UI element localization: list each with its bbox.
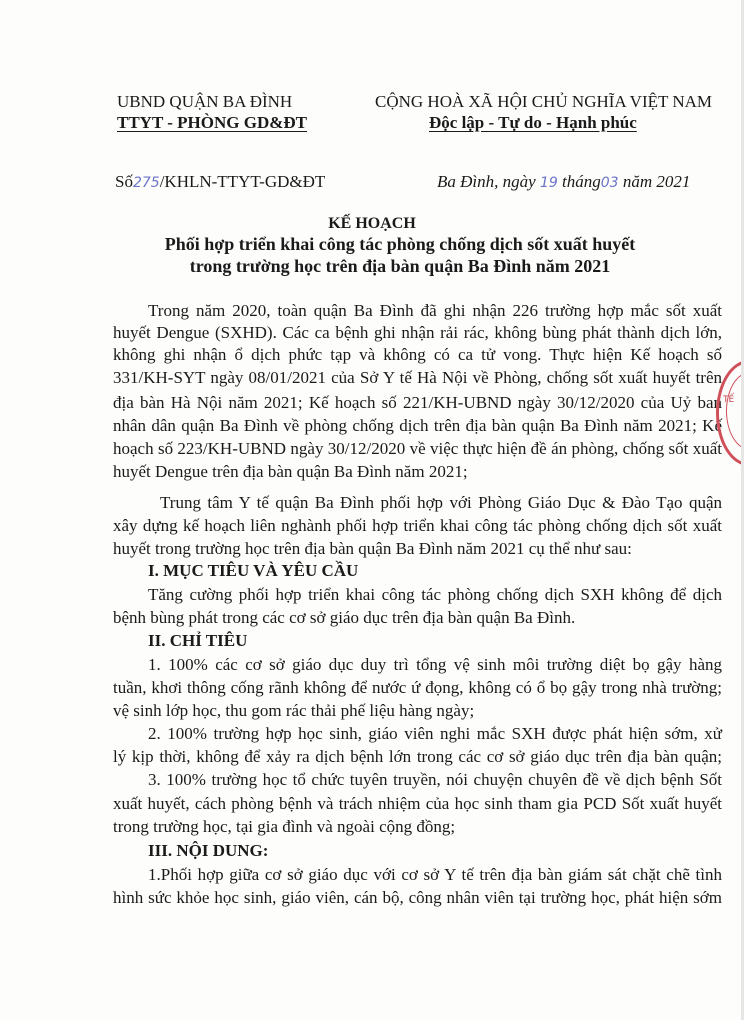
department-name (117, 113, 307, 133)
paragraph-line: Tăng cường phối hợp triển khai công tác phòng chống dịch SXH không để dịch (148, 585, 722, 604)
date-year: năm 2021 (622, 172, 691, 191)
section-heading-targets: II. CHỈ TIÊU (148, 631, 248, 650)
document-number (115, 172, 325, 192)
paragraph-line: Trong năm 2020, toàn quận Ba Đình đã ghi nhận 226 trường hợp mắc sốt xuất (148, 301, 722, 320)
document-number-suffix: /KHLN-TTYT-GD&ĐT (159, 172, 326, 191)
paragraph-line: tuần, khơi thông cống rãnh không để nước ứ đọng, không có ổ bọ gậy trong nhà trường; (113, 678, 722, 697)
paragraph-line: 3. 100% trường học tổ chức tuyên truyền, nói chuyện chuyên đề về dịch bệnh Sốt (148, 770, 722, 789)
agency-name: UBND QUẬN BA ĐÌNH (117, 92, 293, 111)
paragraph-line: nhân dân quận Ba Đình về phòng chống dịch trên địa bàn quận Ba Đình năm 2021; Kế (113, 416, 722, 435)
paragraph-line: lý kịp thời, không để xảy ra dịch bệnh lớn trong các cơ sở giáo dục trên địa bàn quận; (113, 747, 722, 766)
paragraph-line: huyết Dengue trên địa bàn quận Ba Đình năm 2021; (113, 462, 468, 481)
paragraph-line: không ghi nhận ổ dịch phức tạp và không có ca tử vong. Thực hiện Kế hoạch số (113, 345, 722, 364)
paragraph-line: 331/KH-SYT ngày 08/01/2021 của Sở Y tế Hà Nội về Phòng, chống sốt xuất huyết trên (113, 368, 722, 387)
date-day: 19 (539, 175, 558, 191)
national-title: CỘNG HOÀ XÃ HỘI CHỦ NGHĨA VIỆT NAM (375, 92, 713, 111)
section-heading-content: III. NỘI DUNG: (148, 841, 269, 860)
paragraph-line: xây dựng kế hoạch liên nghành phối hợp triển khai công tác phòng chống dịch sốt xuất (113, 516, 722, 535)
paragraph-line: hình sức khỏe học sinh, giáo viên, cán bộ, công nhân viên tại trường học, phát hiện sớm (113, 888, 722, 907)
paragraph-line: địa bàn Hà Nội năm 2021; Kế hoạch số 221/KH-UBND ngày 30/12/2020 của Uỷ ban (113, 393, 722, 412)
paragraph-line: 1.Phối hợp giữa cơ sở giáo dục với cơ sở Y tế trên địa bàn giám sát chặt chẽ tình (148, 865, 722, 884)
paragraph-line: bệnh bùng phát trong các cơ sở giáo dục trên địa bàn quận Ba Đình. (113, 608, 576, 627)
date-place: Ba Đình, ngày (437, 172, 536, 191)
document-date (437, 172, 690, 192)
document-title-line2: trong trường học trên địa bàn quận Ba Đình năm 2021 (189, 256, 611, 276)
paragraph-line: trong trường học, tại gia đình và ngoài cộng đồng; (113, 817, 456, 836)
handwritten-number: 275 (132, 175, 160, 191)
date-month-label: tháng (562, 172, 601, 191)
section-heading-objectives: I. MỤC TIÊU VÀ YÊU CẦU (148, 561, 359, 580)
stamp-text: TẾ (723, 395, 735, 405)
document-title-line1: Phối hợp triển khai công tác phòng chống dịch sốt xuất huyết (164, 234, 636, 254)
paragraph-line: hoạch số 223/KH-UBND ngày 30/12/2020 về việc thực hiện đề án phòng, chống sốt xuất (113, 439, 722, 458)
paragraph-line: 1. 100% các cơ sở giáo dục duy trì tổng vệ sinh môi trường diệt bọ gậy hàng (148, 655, 722, 674)
paragraph-line: huyết trong trường học trên địa bàn quận Ba Đình năm 2021 cụ thể như sau: (113, 539, 632, 558)
date-month: 03 (600, 175, 619, 191)
paragraph-line: xuất huyết, cách phòng bệnh và trách nhiệm của học sinh tham gia PCD Sốt xuất huyết (113, 794, 722, 813)
department-name-text: TTYT - PHÒNG GD&ĐT (117, 113, 308, 132)
paragraph-line: 2. 100% trường hợp học sinh, giáo viên nghi mắc SXH được phát hiện sớm, xử (148, 724, 722, 743)
national-motto: Độc lập - Tự do - Hạnh phúc (429, 113, 637, 132)
paragraph-line: vệ sinh lớp học, thu gom rác thải phế liệu hàng ngày; (113, 701, 475, 720)
document-type: KẾ HOẠCH (328, 215, 416, 232)
document-number-prefix: Số (115, 172, 133, 191)
paragraph-line: Trung tâm Y tế quận Ba Đình phối hợp với Phòng Giáo Dục & Đào Tạo quận (160, 493, 722, 512)
paragraph-line: huyết Dengue (SXHD). Các ca bệnh ghi nhận rải rác, không bùng phát thành dịch lớn, (113, 323, 722, 342)
